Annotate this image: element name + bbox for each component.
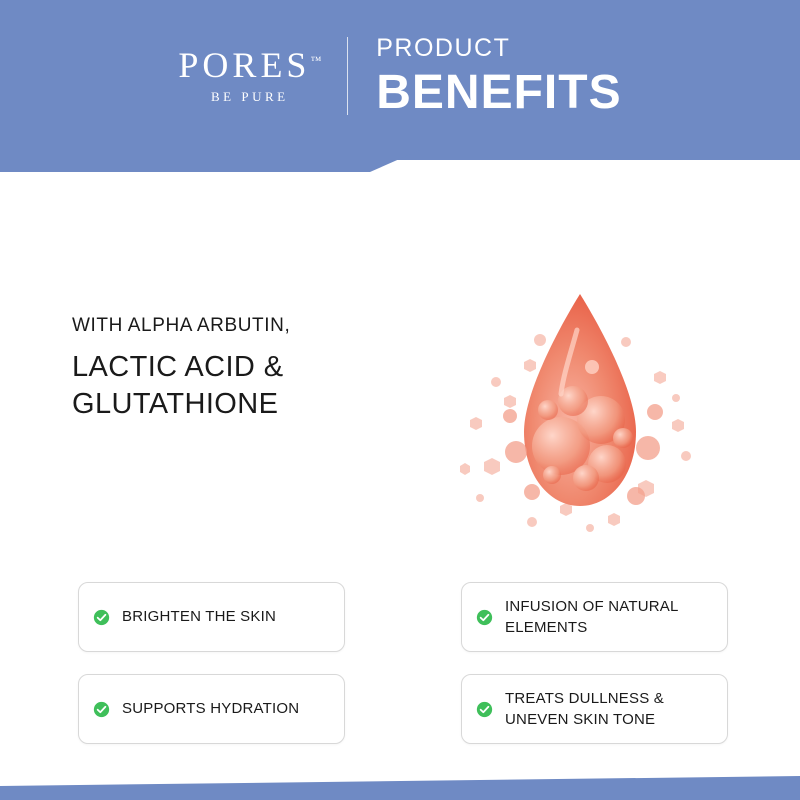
benefit-card[interactable] [461, 582, 728, 652]
footer-stripe [0, 776, 800, 800]
header-title-small: PRODUCT [376, 33, 511, 62]
benefit-card[interactable] [78, 582, 345, 652]
check-icon [476, 609, 493, 626]
benefit-label: BRIGHTEN THE SKIN [122, 608, 276, 626]
check-icon [93, 701, 110, 718]
header-content [0, 0, 800, 152]
header-title-big: BENEFITS [376, 65, 622, 119]
benefit-card[interactable] [461, 674, 728, 744]
brand-tagline: BE PURE [211, 89, 289, 104]
trademark-symbol: ™ [310, 55, 322, 67]
brand-name [178, 47, 321, 83]
brand-logo [178, 47, 347, 105]
ingredients-heading [72, 315, 432, 423]
benefit-label: INFUSION OF NATURAL ELEMENTS [505, 597, 678, 636]
serum-droplet-illustration [440, 270, 720, 550]
benefit-label: SUPPORTS HYDRATION [122, 700, 300, 718]
droplet-svg [440, 270, 720, 550]
benefit-card[interactable] [78, 674, 345, 744]
brand-name-text: PORES [178, 45, 311, 85]
header-band [0, 0, 800, 160]
check-icon [93, 609, 110, 626]
benefits-grid [78, 582, 728, 744]
check-icon [476, 701, 493, 718]
benefit-label: TREATS DULLNESS & UNEVEN SKIN TONE [505, 689, 664, 728]
ingredients-line-1: WITH ALPHA ARBUTIN, [72, 315, 291, 336]
header-title-block [348, 33, 622, 119]
ingredients-line-2: LACTIC ACID & GLUTATHIONE [72, 351, 284, 421]
